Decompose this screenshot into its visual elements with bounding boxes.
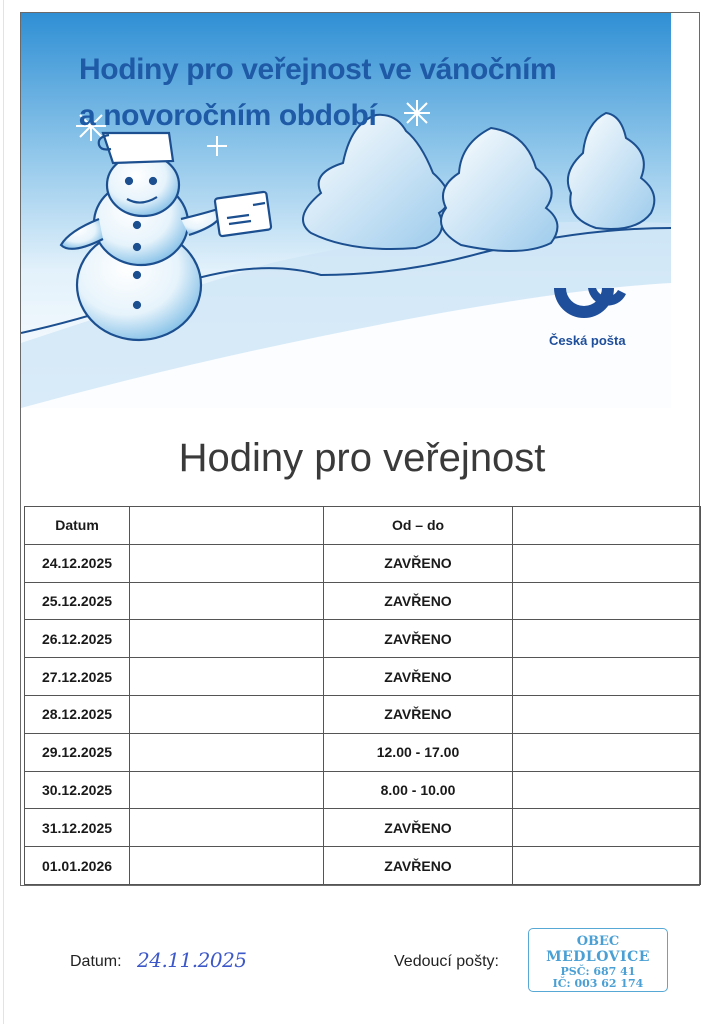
row-date: 31.12.2025 [25,809,130,847]
row-empty [513,733,701,771]
row-empty [130,771,324,809]
row-empty [513,582,701,620]
table-row [25,809,701,847]
scan-edge [3,0,4,1024]
stamp-line2: MEDLOVICE [546,949,650,965]
row-empty [513,620,701,658]
row-date: 29.12.2025 [25,733,130,771]
row-hours: ZAVŘENO [324,544,513,582]
row-empty [130,847,324,885]
row-empty [513,771,701,809]
table-row [25,544,701,582]
table-row [25,658,701,696]
row-empty [513,809,701,847]
header-date: Datum [25,507,130,545]
date-label: Datum: [70,953,122,970]
table-row [25,771,701,809]
header-empty [130,507,324,545]
row-date: 26.12.2025 [25,620,130,658]
row-date: 01.01.2026 [25,847,130,885]
banner-title-line1: Hodiny pro veřejnost ve vánočním [79,53,557,86]
row-hours: ZAVŘENO [324,620,513,658]
row-date: 24.12.2025 [25,544,130,582]
table-row [25,847,701,885]
row-hours: ZAVŘENO [324,847,513,885]
row-empty [130,695,324,733]
row-date: 27.12.2025 [25,658,130,696]
row-empty [130,658,324,696]
stamp-line1: OBEC [576,934,620,949]
page-title: Hodiny pro veřejnost [178,436,546,480]
row-empty [513,544,701,582]
row-hours: ZAVŘENO [324,695,513,733]
row-empty [130,544,324,582]
manager-label: Vedoucí pošty: [394,953,499,970]
banner-title [79,47,671,139]
row-empty [130,733,324,771]
row-empty [513,695,701,733]
hours-table [24,506,701,885]
row-date: 30.12.2025 [25,771,130,809]
row-hours: ZAVŘENO [324,582,513,620]
header-hours: Od – do [324,507,513,545]
stamp-line4: IČ: 003 62 174 [552,977,644,990]
row-empty [130,809,324,847]
handwritten-date: 24.11.2025 [137,948,247,972]
table-header-row [25,507,701,545]
table-row [25,582,701,620]
row-empty [513,658,701,696]
logo-text: Česká pošta [549,333,626,348]
official-stamp [528,928,668,992]
row-hours: 12.00 - 17.00 [324,733,513,771]
row-date: 28.12.2025 [25,695,130,733]
stamp-line3: PSČ: 687 41 [560,965,636,978]
header-empty [513,507,701,545]
row-date: 25.12.2025 [25,582,130,620]
table-row [25,733,701,771]
table-row [25,695,701,733]
row-hours: 8.00 - 10.00 [324,771,513,809]
row-empty [130,620,324,658]
table-row [25,620,701,658]
row-hours: ZAVŘENO [324,658,513,696]
row-empty [513,847,701,885]
banner-title-line2: a novoročním období [79,99,377,132]
row-hours: ZAVŘENO [324,809,513,847]
row-empty [130,582,324,620]
